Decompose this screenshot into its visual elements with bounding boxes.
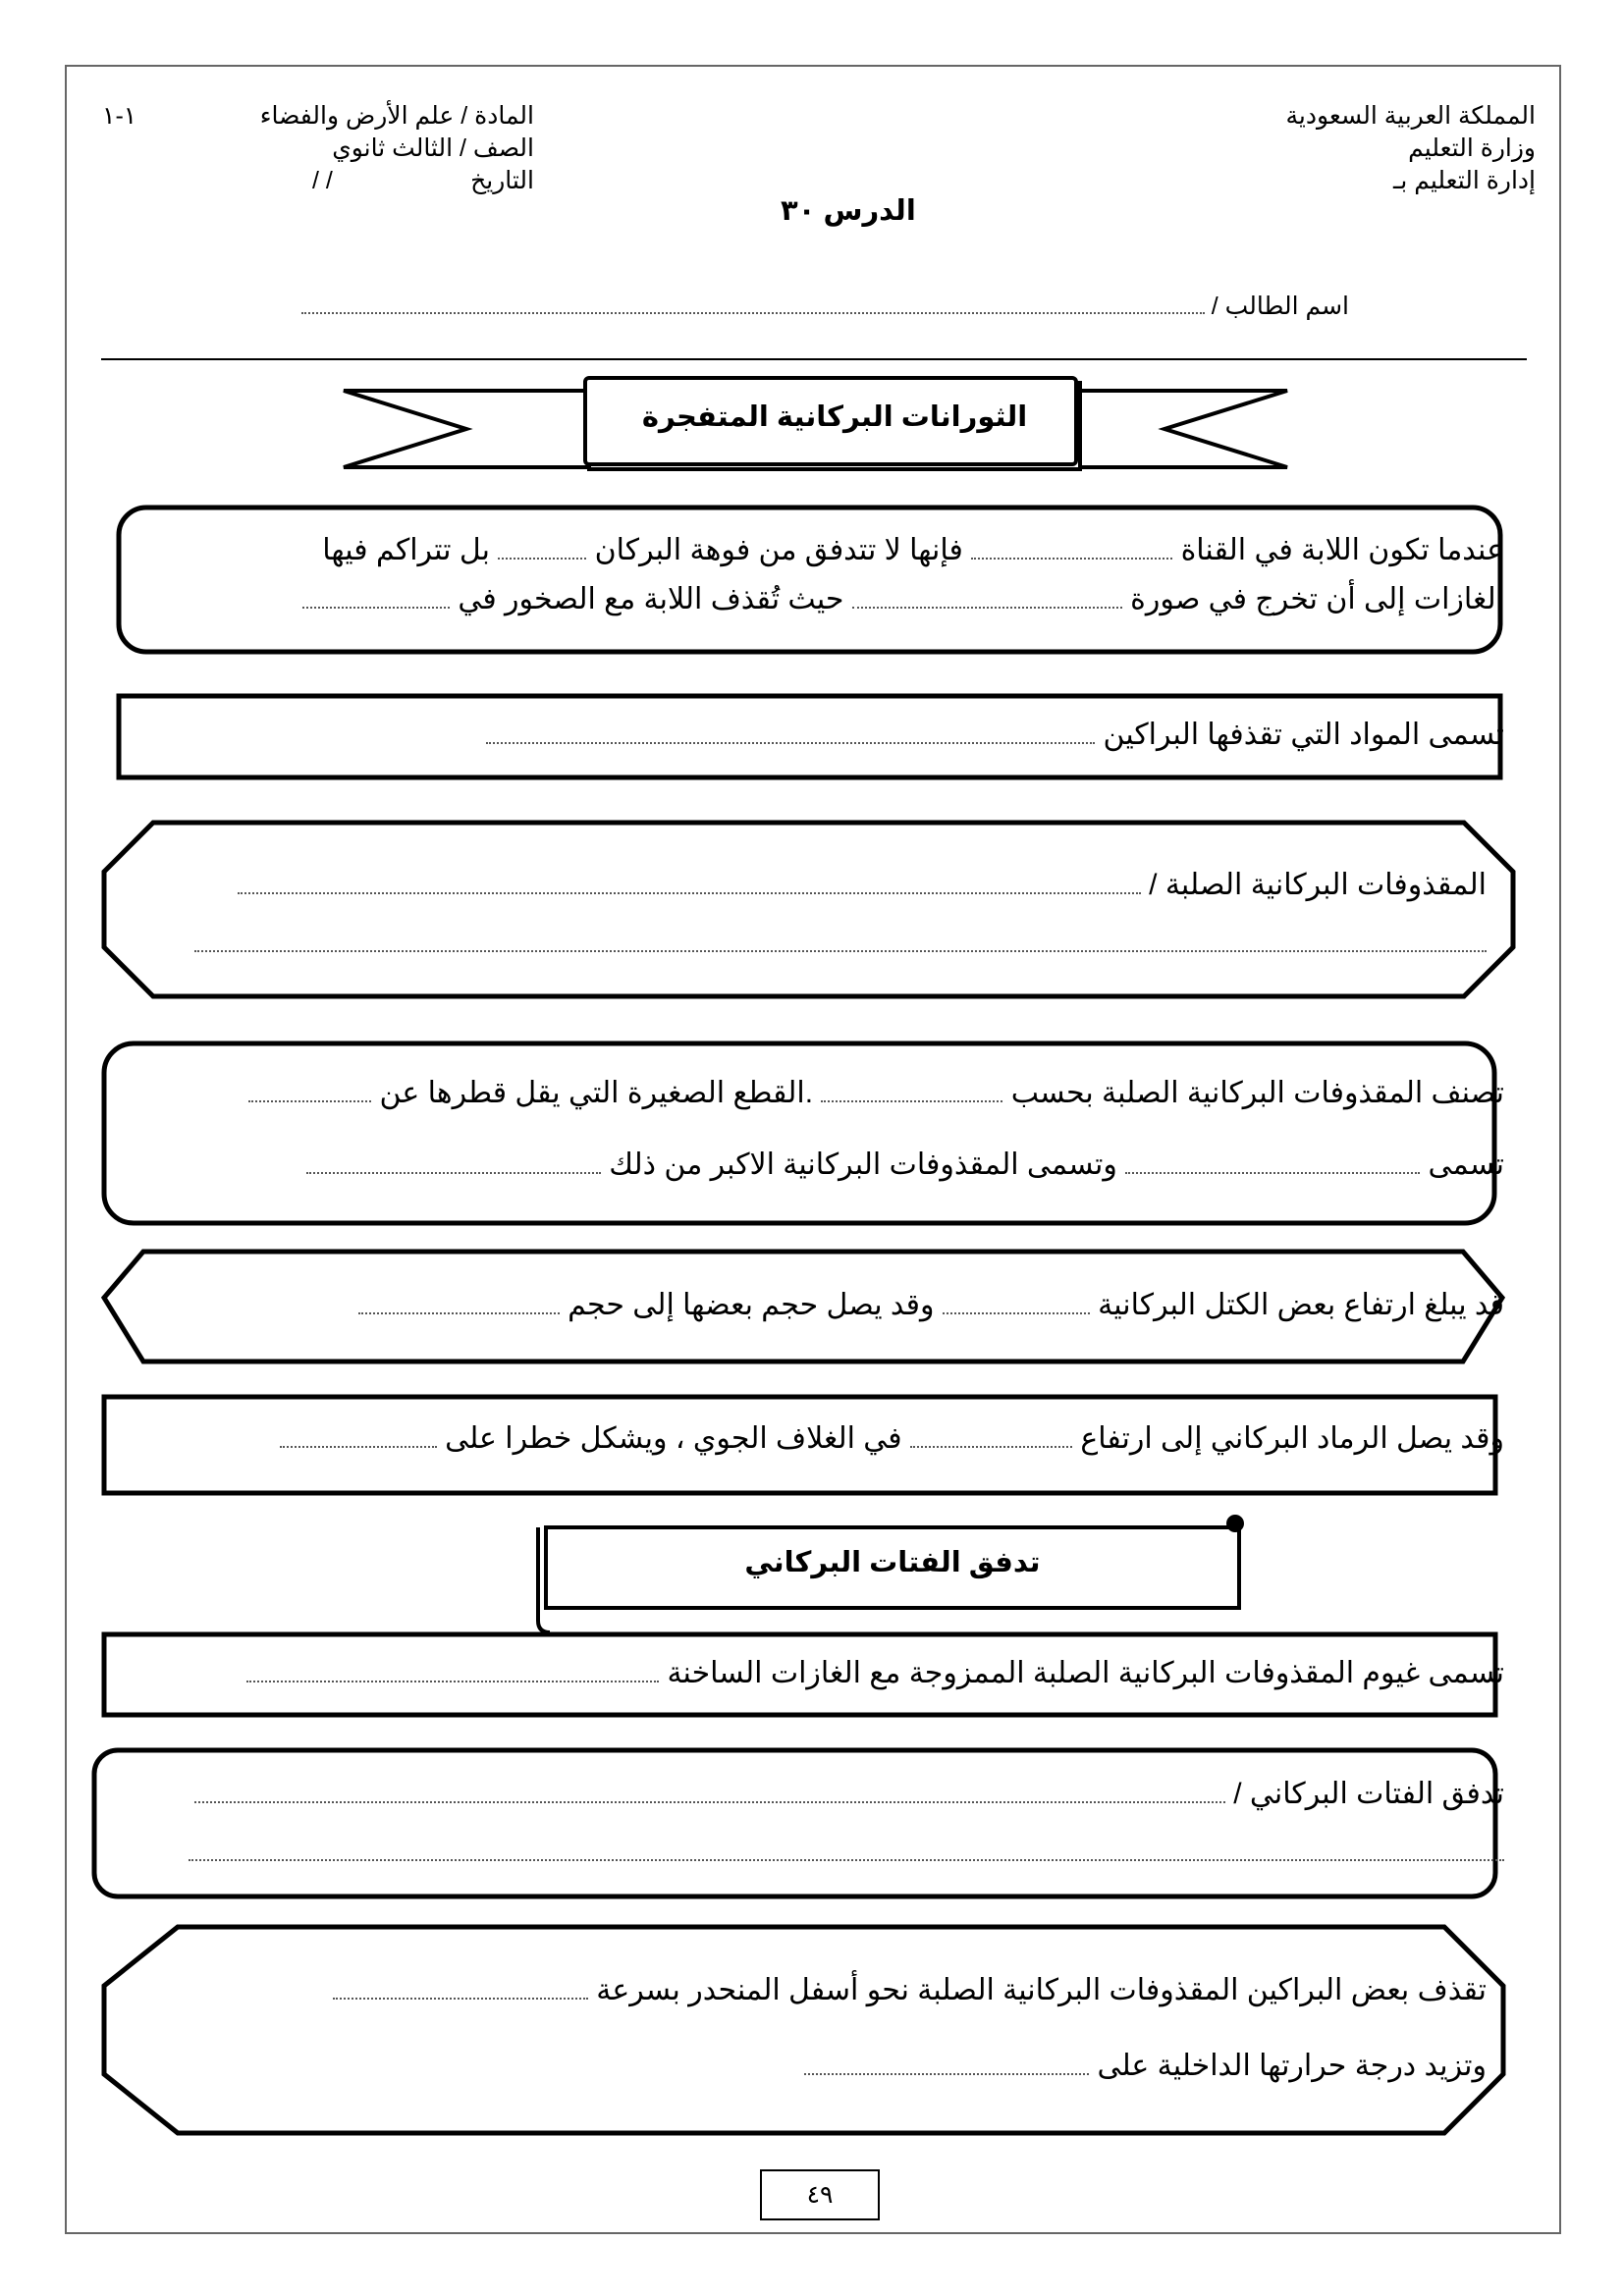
q4-line1: تصنف المقذوفات البركانية الصلبة بحسب .القطع الصغيرة التي يقل قطرها عن: [248, 1076, 1504, 1110]
q1-blank-3[interactable]: [852, 585, 1122, 609]
subject-code: ١-١: [102, 102, 137, 130]
q8-blank-1[interactable]: [194, 1780, 1225, 1803]
q3-line2: [194, 927, 1487, 960]
kingdom-label: المملكة العربية السعودية: [1285, 102, 1536, 130]
q1-blank-4[interactable]: [302, 585, 450, 609]
q1-blank-1[interactable]: [971, 536, 1172, 560]
q4-line2: تسمى وتسمى المقذوفات البركانية الاكبر من ذلك: [306, 1148, 1504, 1182]
q4-blank-1[interactable]: [821, 1079, 1002, 1102]
q6-blank-1[interactable]: [910, 1424, 1072, 1448]
q5-blank-1[interactable]: [943, 1291, 1090, 1314]
ministry-label: وزارة التعليم: [1408, 134, 1536, 162]
grade-label: الصف / الثالث ثانوي: [332, 134, 534, 162]
q2-line: تسمى المواد التي تقذفها البراكين: [486, 718, 1504, 752]
q1-line1: عندما تكون اللابة في القناة فإنها لا تتدفق من فوهة البركان بل تتراكم فيها: [322, 534, 1504, 566]
q8-blank-2[interactable]: [189, 1838, 1504, 1861]
date-label: التاريخ: [470, 167, 534, 194]
box-q8: [94, 1750, 1495, 1896]
q6-blank-2[interactable]: [280, 1424, 437, 1448]
q5-blank-2[interactable]: [358, 1291, 560, 1314]
date-slashes: / /: [312, 167, 333, 194]
box-q1: [119, 507, 1500, 652]
q1-blank-2[interactable]: [498, 536, 586, 560]
student-label: اسم الطالب /: [1211, 293, 1349, 320]
q3-blank-1[interactable]: [238, 871, 1141, 894]
q5-line: قد يبلغ ارتفاع بعض الكتل البركانية وقد يصل حجم بعضها إلى حجم: [358, 1288, 1504, 1322]
q9-blank-2[interactable]: [804, 2052, 1089, 2075]
q4-blank-4[interactable]: [306, 1150, 601, 1174]
page-number: ٤٩: [760, 2169, 880, 2220]
administration-label: إدارة التعليم بـ: [1393, 167, 1536, 194]
q7-line: تسمى غيوم المقذوفات البركانية الصلبة الممزوجة مع الغازات الساخنة: [246, 1656, 1504, 1690]
box-q4: [104, 1043, 1494, 1223]
q3-line: المقذوفات البركانية الصلبة /: [238, 868, 1487, 902]
q7-blank[interactable]: [246, 1659, 659, 1682]
q8-line2: [189, 1836, 1504, 1869]
q4-blank-3[interactable]: [1125, 1150, 1420, 1174]
q4-blank-2[interactable]: [248, 1079, 371, 1102]
lesson-number: الدرس ٣٠: [781, 195, 916, 227]
q3-blank-2[interactable]: [194, 929, 1487, 952]
q9-blank-1[interactable]: [333, 1976, 588, 2000]
q9-line2: وتزيد درجة حرارتها الداخلية على: [804, 2049, 1487, 2083]
subject-label: المادة / علم الأرض والفضاء: [259, 102, 534, 130]
q6-line: وقد يصل الرماد البركاني إلى ارتفاع في الغلاف الجوي ، ويشكل خطرا على: [280, 1421, 1504, 1456]
section1-title: الثورانات البركانية المتفجرة: [641, 401, 1028, 433]
q2-blank[interactable]: [486, 721, 1095, 744]
box-q9: [104, 1927, 1503, 2133]
q1-line2: الغازات إلى أن تخرج في صورة حيث تُقذف اللابة مع الصخور في: [302, 582, 1504, 616]
q9-line1: تقذف بعض البراكين المقذوفات البركانية الصلبة نحو أسفل المنحدر بسرعة: [333, 1973, 1487, 2007]
box-q3: [104, 823, 1513, 996]
section2-title: تدفق الفتات البركاني: [744, 1547, 1041, 1578]
q8-line: تدفق الفتات البركاني /: [194, 1777, 1504, 1811]
